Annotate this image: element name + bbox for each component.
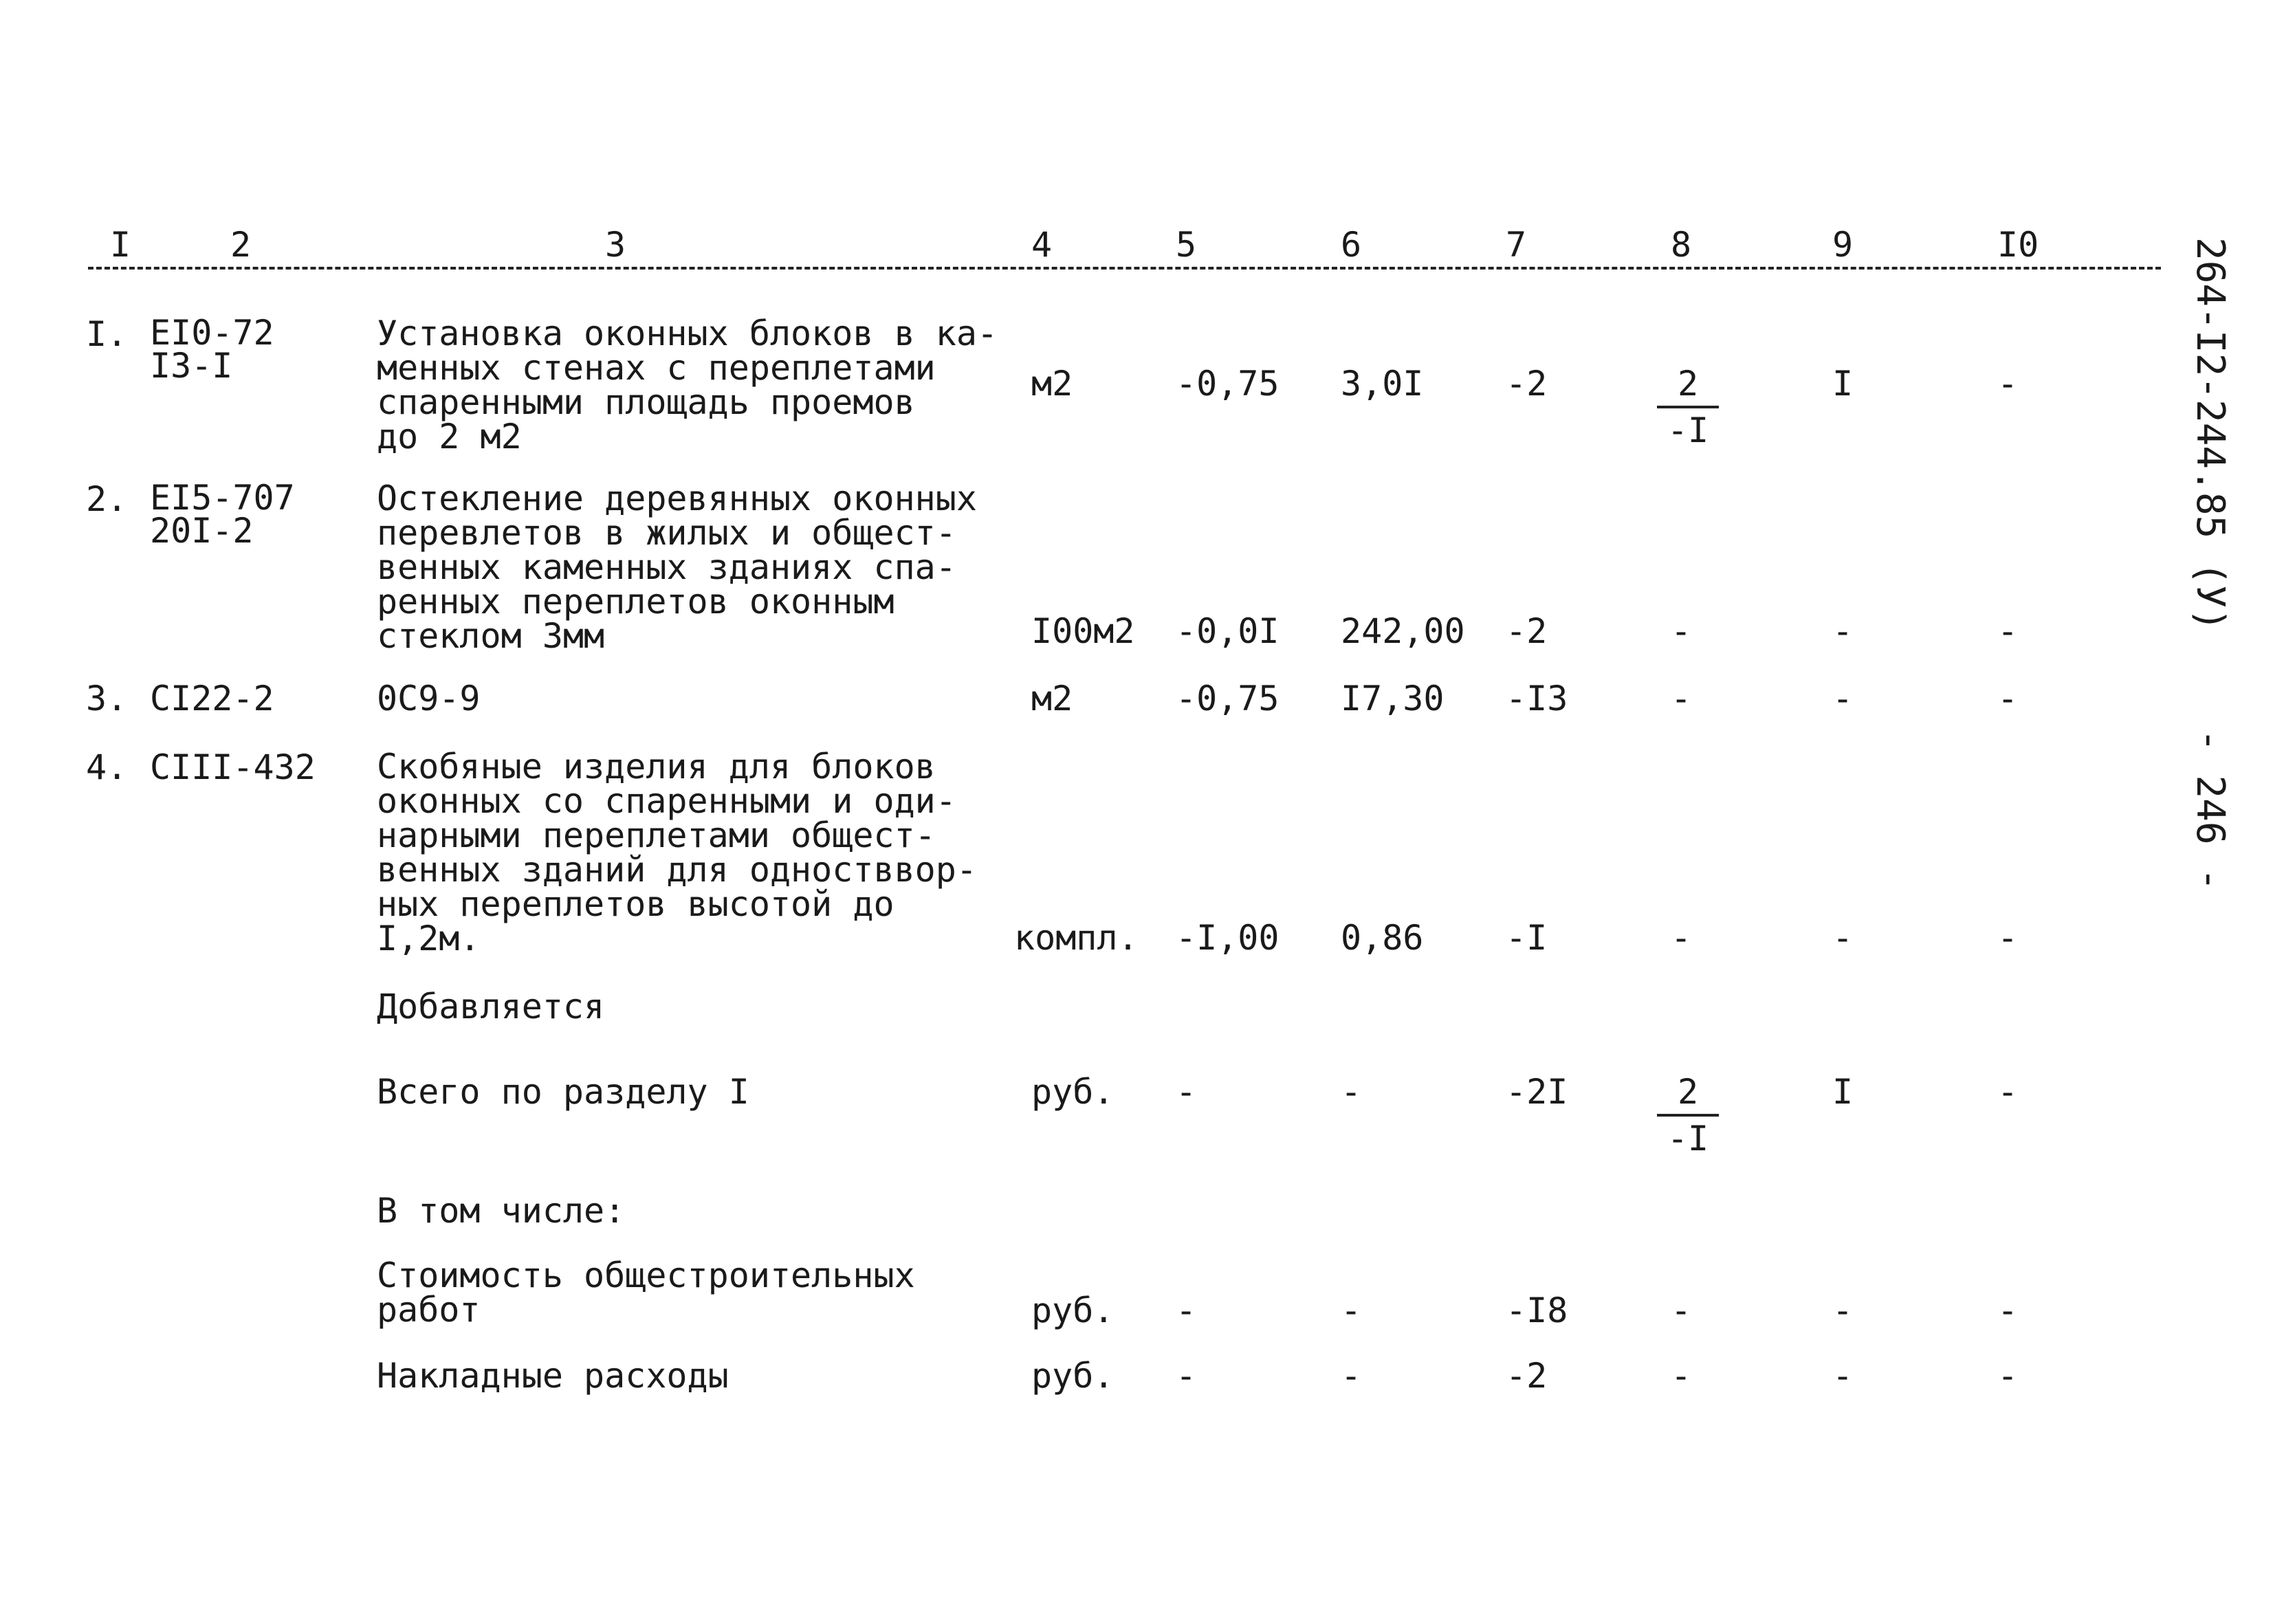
row-col6: 242,00 (1341, 611, 1465, 651)
total-col5: - (1176, 1072, 1197, 1112)
row-col5: -0,0I (1176, 611, 1280, 651)
row-number: 3. (86, 679, 128, 718)
row-col8-fraction (1657, 366, 1719, 448)
col-header-10: I0 (1997, 225, 2039, 265)
row-col6: 3,0I (1341, 364, 1424, 404)
row-description: 0C9-9 (377, 679, 481, 718)
row-col10: - (1997, 679, 2019, 718)
row-number: 2. (86, 479, 128, 519)
row-unit: м2 (1031, 364, 1073, 404)
col-header-1: I (110, 225, 131, 265)
total-col6: - (1341, 1072, 1362, 1112)
costs-col5: - (1176, 1291, 1197, 1330)
row-col7: -I (1506, 918, 1548, 958)
row-col8: - (1671, 918, 1692, 958)
row-unit: компл. (1014, 918, 1139, 958)
row-col7: -2 (1506, 611, 1548, 651)
col-header-3: 3 (605, 225, 626, 265)
row-col9: - (1832, 918, 1854, 958)
overhead-col8: - (1671, 1356, 1692, 1396)
including-label: В том числе: (377, 1191, 626, 1231)
row-col9: - (1832, 611, 1854, 651)
col-header-8: 8 (1671, 225, 1692, 265)
overhead-col10: - (1997, 1356, 2019, 1396)
overhead-col7: -2 (1506, 1356, 1548, 1396)
row-code: CI22-2 (150, 679, 274, 718)
row-col5: -0,75 (1176, 679, 1280, 718)
row-col8: - (1671, 679, 1692, 718)
side-page-number: - 246 - (2188, 729, 2232, 892)
total-col10: - (1997, 1072, 2019, 1112)
col-header-5: 5 (1176, 225, 1197, 265)
overhead-unit: руб. (1031, 1356, 1114, 1396)
total-col9: I (1832, 1072, 1854, 1112)
row-code: CIII-432 (150, 747, 316, 787)
row-col9: - (1832, 679, 1854, 718)
fraction-numerator: 2 (1657, 1074, 1719, 1117)
col-header-9: 9 (1832, 225, 1854, 265)
costs-unit: руб. (1031, 1291, 1114, 1330)
costs-col6: - (1341, 1291, 1362, 1330)
row-code: EI5-707 20I-2 (150, 478, 295, 551)
row-col5: -0,75 (1176, 364, 1280, 404)
overhead-col5: - (1176, 1356, 1197, 1396)
col-header-6: 6 (1341, 225, 1362, 265)
row-col7: -2 (1506, 364, 1548, 404)
header-divider (88, 267, 2161, 270)
overhead-label: Накладные расходы (377, 1356, 729, 1396)
row-code: EI0-72 I3-I (150, 313, 274, 386)
row-col6: 0,86 (1341, 918, 1424, 958)
total-label: Всего по разделу I (377, 1072, 749, 1112)
costs-col10: - (1997, 1291, 2019, 1330)
fraction-denominator: -I (1667, 1119, 1709, 1159)
row-col7: -I3 (1506, 679, 1568, 718)
row-col5: -I,00 (1176, 918, 1280, 958)
row-unit: м2 (1031, 679, 1073, 718)
row-number: 4. (86, 747, 128, 787)
row-col9: I (1832, 364, 1854, 404)
row-col10: - (1997, 364, 2019, 404)
col-header-7: 7 (1506, 225, 1527, 265)
row-unit: I00м2 (1031, 611, 1135, 651)
overhead-col9: - (1832, 1356, 1854, 1396)
col-header-2: 2 (230, 225, 252, 265)
total-col7: -2I (1506, 1072, 1568, 1112)
costs-label: Стоимость общестроительных работ (377, 1255, 915, 1330)
fraction-denominator: -I (1667, 410, 1709, 450)
fraction-numerator: 2 (1657, 366, 1719, 408)
costs-col7: -I8 (1506, 1291, 1568, 1330)
added-label: Добавляется (377, 987, 605, 1027)
row-col8: - (1671, 611, 1692, 651)
row-number: I. (86, 314, 128, 354)
row-col10: - (1997, 918, 2019, 958)
total-unit: руб. (1031, 1072, 1114, 1112)
row-description: Скобяные изделия для блоков оконных со спаренными и оди- нарными переплетами общест- венных зданий для одностввор- ных переплетов высотой до I,2м. (377, 747, 977, 958)
total-col8-fraction (1657, 1072, 1719, 1159)
row-col10: - (1997, 611, 2019, 651)
row-description: Установка оконных блоков в ка- менных стенах с переплетами спаренными площадь проемов до 2 м2 (377, 314, 998, 457)
row-description: Остекление деревянных оконных перевлетов в жилых и общест- венных каменных зданиях спа- ренных переплетов оконным стеклом 3мм (377, 479, 977, 656)
side-document-code: 264-I2-244.85 (У) (2188, 237, 2232, 632)
costs-col9: - (1832, 1291, 1854, 1330)
col-header-4: 4 (1031, 225, 1053, 265)
overhead-col6: - (1341, 1356, 1362, 1396)
costs-col8: - (1671, 1291, 1692, 1330)
row-col6: I7,30 (1341, 679, 1445, 718)
